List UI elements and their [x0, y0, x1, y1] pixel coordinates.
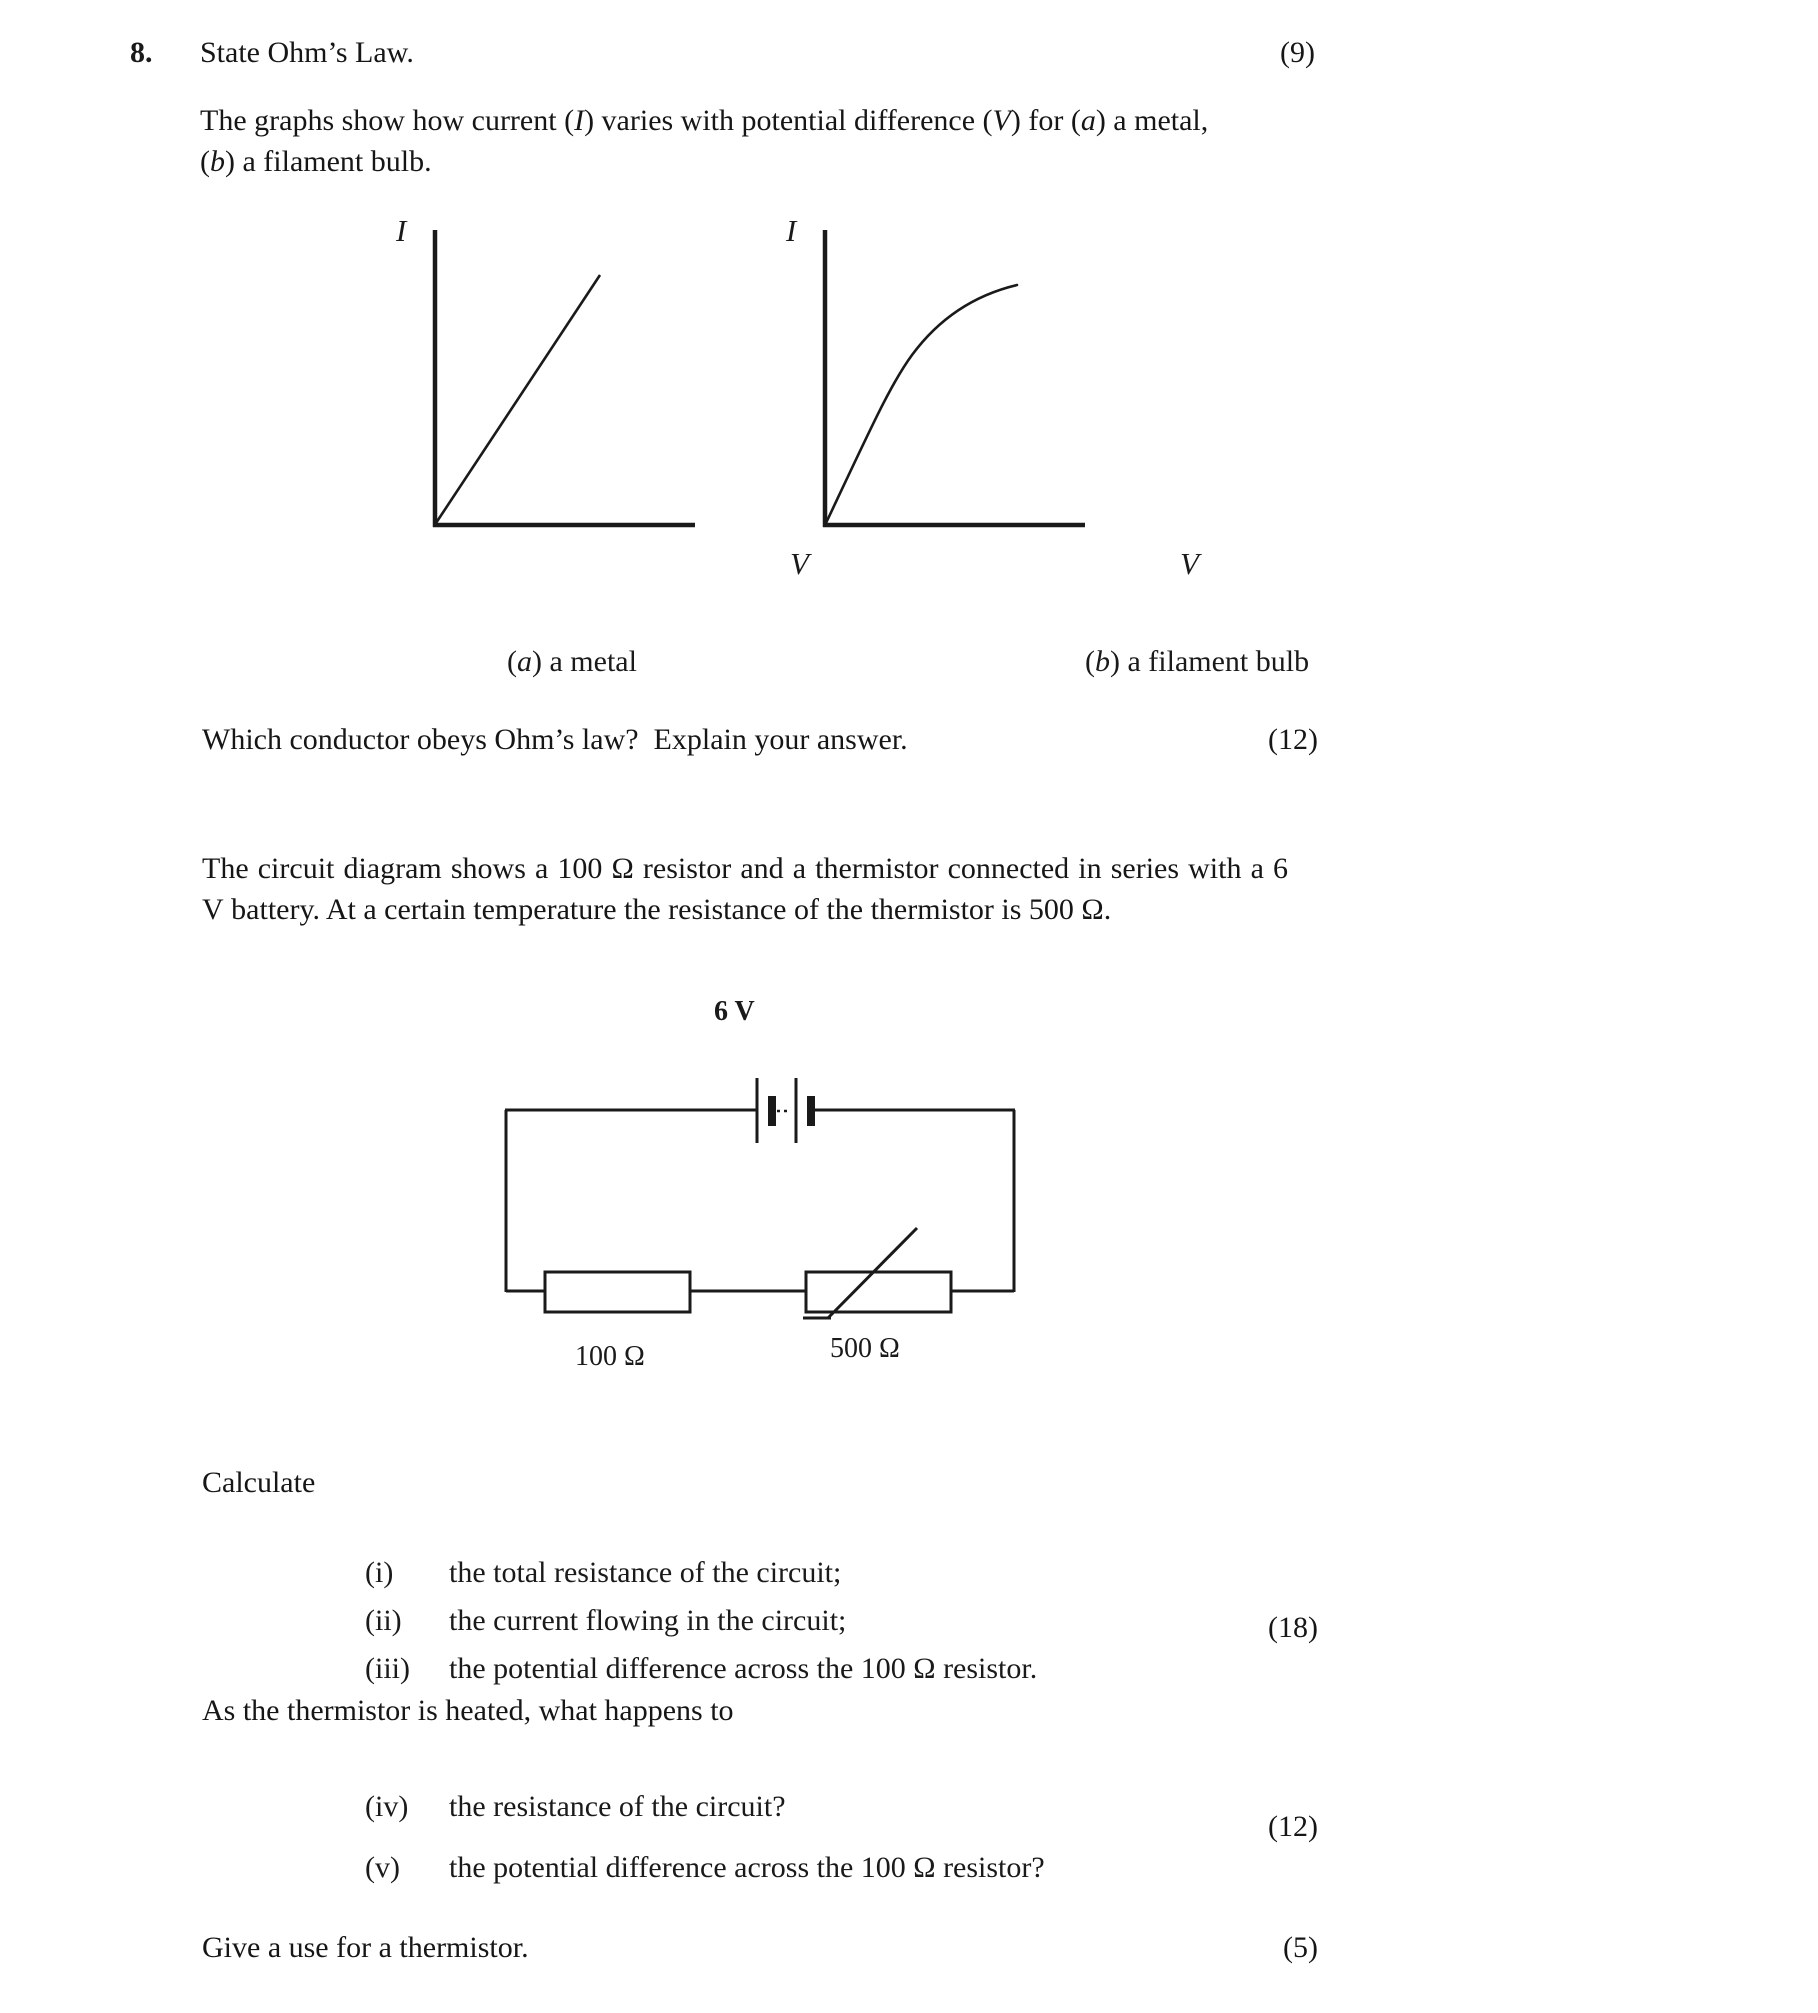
heated-item-iv-text: the resistance of the circuit? — [449, 1790, 786, 1823]
graph-b-caption-suffix: ) a filament bulb — [1110, 645, 1310, 678]
heated-item-v-text: the potential difference across the 100 Ω resistor? — [449, 1851, 1045, 1884]
resistor-100-ohm-box — [545, 1272, 690, 1312]
question-stem: State Ohm’s Law. — [200, 36, 414, 69]
symbol-voltage-V: V — [992, 104, 1011, 137]
calculate-item-ii-label: (ii) — [365, 1604, 402, 1637]
graph-a-caption-suffix: ) a metal — [532, 645, 637, 678]
graph-b-filament-bulb — [810, 215, 1230, 545]
calculate-item-iii-label: (iii) — [365, 1652, 410, 1685]
graphs-intro-part2: ) varies with potential difference ( — [584, 104, 993, 137]
thermistor-box — [806, 1272, 951, 1312]
circuit-diagram — [495, 1090, 1035, 1320]
graph-b-caption — [1055, 600, 1309, 723]
circuit-intro-paragraph — [202, 848, 1288, 930]
question-number: 8. — [130, 36, 153, 69]
graph-b-x-axis-label: V — [1180, 546, 1199, 581]
graph-a-metal — [420, 215, 840, 545]
calculate-item-iii-text: the potential difference across the 100 Ω resistor. — [449, 1652, 1038, 1685]
graphs-intro-paragraph — [200, 100, 1320, 182]
graph-b-y-axis-label: I — [786, 213, 797, 248]
heated-heading: As the thermistor is heated, what happens to — [202, 1694, 734, 1727]
calculate-heading: Calculate — [202, 1466, 316, 1499]
final-question: Give a use for a thermistor. — [202, 1931, 529, 1964]
graph-b-data-curve — [826, 285, 1017, 523]
heated-item-iv-label: (iv) — [365, 1790, 409, 1823]
marks-ohms-question: (12) — [1268, 723, 1318, 756]
graph-b-caption-letter: b — [1095, 645, 1110, 678]
graph-a-caption-prefix: ( — [507, 645, 517, 678]
graphs-intro-part6: ) a filament bulb. — [225, 145, 432, 178]
graphs-intro-part5: ( — [200, 145, 210, 178]
graphs-intro-part1: The graphs show how current ( — [200, 104, 575, 137]
graphs-intro-part4: ) a metal, — [1095, 104, 1209, 137]
thermistor-500-ohm-label: 500 Ω — [830, 1333, 900, 1364]
graph-b-caption-prefix: ( — [1085, 645, 1095, 678]
calculate-item-i-text: the total resistance of the circuit; — [449, 1556, 842, 1589]
calculate-item-ii-text: the current flowing in the circuit; — [449, 1604, 847, 1637]
graph-a-data-line — [436, 275, 600, 523]
circuit-intro-line2: battery. At a certain temperature the resistance of the thermistor is 500 Ω. — [231, 893, 1112, 926]
label-b: b — [210, 145, 225, 178]
symbol-current-I: I — [574, 104, 585, 137]
battery-voltage-label: 6 V — [714, 996, 755, 1027]
calculate-item-i-label: (i) — [365, 1556, 394, 1589]
graph-a-caption-letter: a — [517, 645, 532, 678]
marks-heated: (12) — [1268, 1810, 1318, 1843]
marks-calculate: (18) — [1268, 1611, 1318, 1644]
resistor-100-ohm-label: 100 Ω — [575, 1341, 645, 1372]
heated-item-v — [335, 1806, 1045, 1929]
graph-a-y-axis-label: I — [396, 213, 407, 248]
heated-item-v-label: (v) — [365, 1851, 400, 1884]
circuit-intro-line1: The circuit diagram shows a 100 Ω resistor and a thermistor connected in series with a 6 V — [202, 852, 1288, 926]
graphs-intro-part3: ) for ( — [1010, 104, 1081, 137]
ohms-law-question: Which conductor obeys Ohm’s law? Explain your answer. — [202, 723, 908, 756]
label-a: a — [1080, 104, 1096, 137]
marks-stem: (9) — [1280, 36, 1315, 69]
graph-a-caption — [477, 600, 637, 723]
graph-a-x-axis-label: V — [790, 546, 809, 581]
marks-final: (5) — [1283, 1931, 1318, 1964]
